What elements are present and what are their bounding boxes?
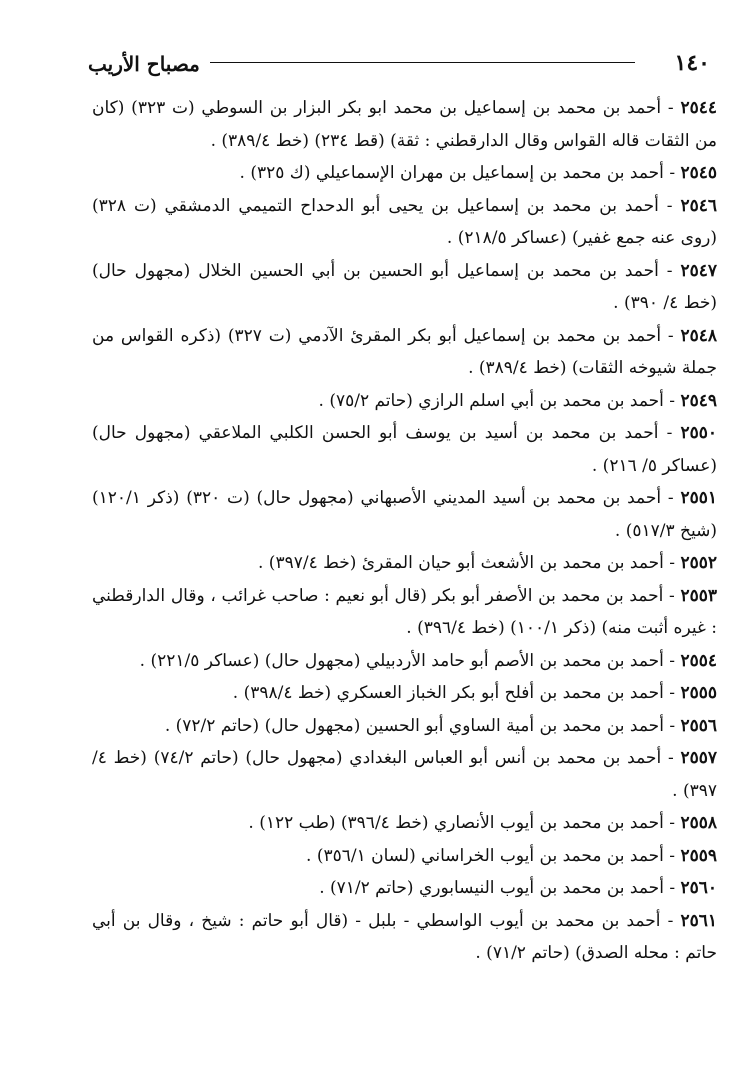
page-number: ١٤٠: [674, 50, 710, 76]
entry-text: - أحمد بن محمد بن أسيد بن يوسف أبو الحسن الكلبي الملاعقي (مجهول حال) (عساكر ٥/ ٢١٦) .: [92, 423, 717, 476]
entry-2560: [92, 872, 717, 905]
entry-number: ٢٥٤٩: [680, 390, 717, 411]
entry-2546: [92, 190, 717, 255]
entry-2545: [92, 157, 717, 190]
entry-2557: [92, 742, 717, 807]
entry-2547: [92, 255, 717, 320]
entry-text: - أحمد بن محمد بن الأصم أبو حامد الأردبيلي (مجهول حال) (عساكر ٢٢١/٥) .: [139, 650, 681, 671]
entry-number: ٢٥٥٢: [680, 553, 717, 573]
entry-2553: [92, 580, 717, 645]
entry-text: - أحمد بن محمد بن الأشعث أبو حيان المقرئ (خط ٣٩٧/٤) .: [258, 553, 681, 573]
entry-text: - أحمد بن محمد بن إسماعيل بن مهران الإسماعيلي (ك ٣٢٥) .: [239, 163, 681, 183]
entry-number: ٢٥٤٧: [680, 260, 717, 281]
entry-number: ٢٥٥٣: [680, 585, 717, 606]
biography-entries: [92, 92, 717, 970]
entry-2544: [92, 92, 717, 157]
entry-number: ٢٥٥٠: [680, 423, 717, 443]
entry-number: ٢٥٤٨: [680, 325, 718, 346]
entry-number: ٢٥٦١: [680, 910, 718, 931]
entry-number: ٢٥٥٤: [680, 650, 717, 671]
entry-text: - أحمد بن محمد بن إسماعيل بن محمد ابو بكر البزار بن السوطي (ت ٣٢٣) (كان من الثقات قاله القواس وقال الدارقطني : ثقة) (قط ٢٣٤) (خط ٣٨٩/٤) .: [92, 98, 717, 151]
entry-number: ٢٥٥٥: [680, 683, 717, 703]
entry-number: ٢٥٥٦: [680, 715, 717, 736]
entry-2556: [92, 710, 717, 743]
entry-text: - أحمد بن محمد بن أيوب الخراساني (لسان ٣٥٦/١) .: [306, 845, 681, 866]
entry-text: - أحمد بن محمد بن أيوب النيسابوري (حاتم ٧١/٢) .: [319, 878, 681, 898]
entry-2552: [92, 547, 717, 580]
entry-text: - أحمد بن محمد بن أبي اسلم الرازي (حاتم ٧٥/٢) .: [318, 390, 681, 411]
entry-text: - أحمد بن محمد بن أنس أبو العباس البغدادي (مجهول حال) (حاتم ٧٤/٢) (خط ٤/ ٣٩٧) .: [92, 748, 717, 801]
entry-text: - أحمد بن محمد بن أمية الساوي أبو الحسين (مجهول حال) (حاتم ٧٢/٢) .: [164, 715, 681, 736]
entry-text: - أحمد بن محمد بن أيوب الأنصاري (خط ٣٩٦/٤) (طب ١٢٢) .: [248, 813, 681, 833]
entry-2550: [92, 417, 717, 482]
entry-text: - أحمد بن محمد بن أيوب الواسطي - بلبل - (قال أبو حاتم : شيخ ، وقال بن أبي حاتم : محله الصدق) (حاتم ٧١/٢) .: [92, 910, 717, 963]
entry-number: ٢٥٦٠: [680, 878, 717, 898]
entry-number: ٢٥٤٥: [680, 163, 717, 183]
entry-2558: [92, 807, 717, 840]
entry-text: - أحمد بن محمد بن أفلح أبو بكر الخباز العسكري (خط ٣٩٨/٤) .: [232, 683, 681, 703]
entry-number: ٢٥٥٧: [680, 748, 717, 768]
book-title: مصباح الأريب: [88, 52, 200, 76]
header-divider: [210, 62, 635, 63]
entry-text: - أحمد بن محمد بن إسماعيل بن يحيى أبو الدحداح التميمي الدمشقي (ت ٣٢٨) (روى عنه جمع غفير) (عساكر ٢١٨/٥) .: [92, 195, 717, 248]
entry-text: - أحمد بن محمد بن إسماعيل أبو بكر المقرئ الآدمي (ت ٣٢٧) (ذكره القواس من جملة شيوخه الثقات) (خط ٣٨٩/٤) .: [92, 325, 717, 378]
entry-2555: [92, 677, 717, 710]
entry-text: - أحمد بن محمد بن الأصفر أبو بكر (قال أبو نعيم : صاحب غرائب ، وقال الدارقطني : غيره أثبت منه) (ذكر ١٠٠/١) (خط ٣٩٦/٤) .: [92, 585, 717, 638]
entry-2548: [92, 320, 717, 385]
entry-text: - أحمد بن محمد بن أسيد المديني الأصبهاني (مجهول حال) (ت ٣٢٠) (ذكر ١٢٠/١) (شيخ ٥١٧/٣) .: [92, 488, 717, 541]
entry-number: ٢٥٥١: [680, 488, 717, 508]
entry-number: ٢٥٥٨: [680, 813, 717, 833]
entry-text: - أحمد بن محمد بن إسماعيل أبو الحسين بن أبي الحسين الخلال (مجهول حال) (خط ٤/ ٣٩٠) .: [92, 260, 717, 313]
page-header: [88, 38, 710, 78]
entry-2561: [92, 905, 717, 970]
entry-2554: [92, 645, 717, 678]
entry-number: ٢٥٥٩: [680, 845, 717, 866]
entry-number: ٢٥٤٦: [680, 195, 717, 216]
entry-2559: [92, 840, 717, 873]
entry-2551: [92, 482, 717, 547]
entry-2549: [92, 385, 717, 418]
entry-number: ٢٥٤٤: [680, 98, 717, 118]
